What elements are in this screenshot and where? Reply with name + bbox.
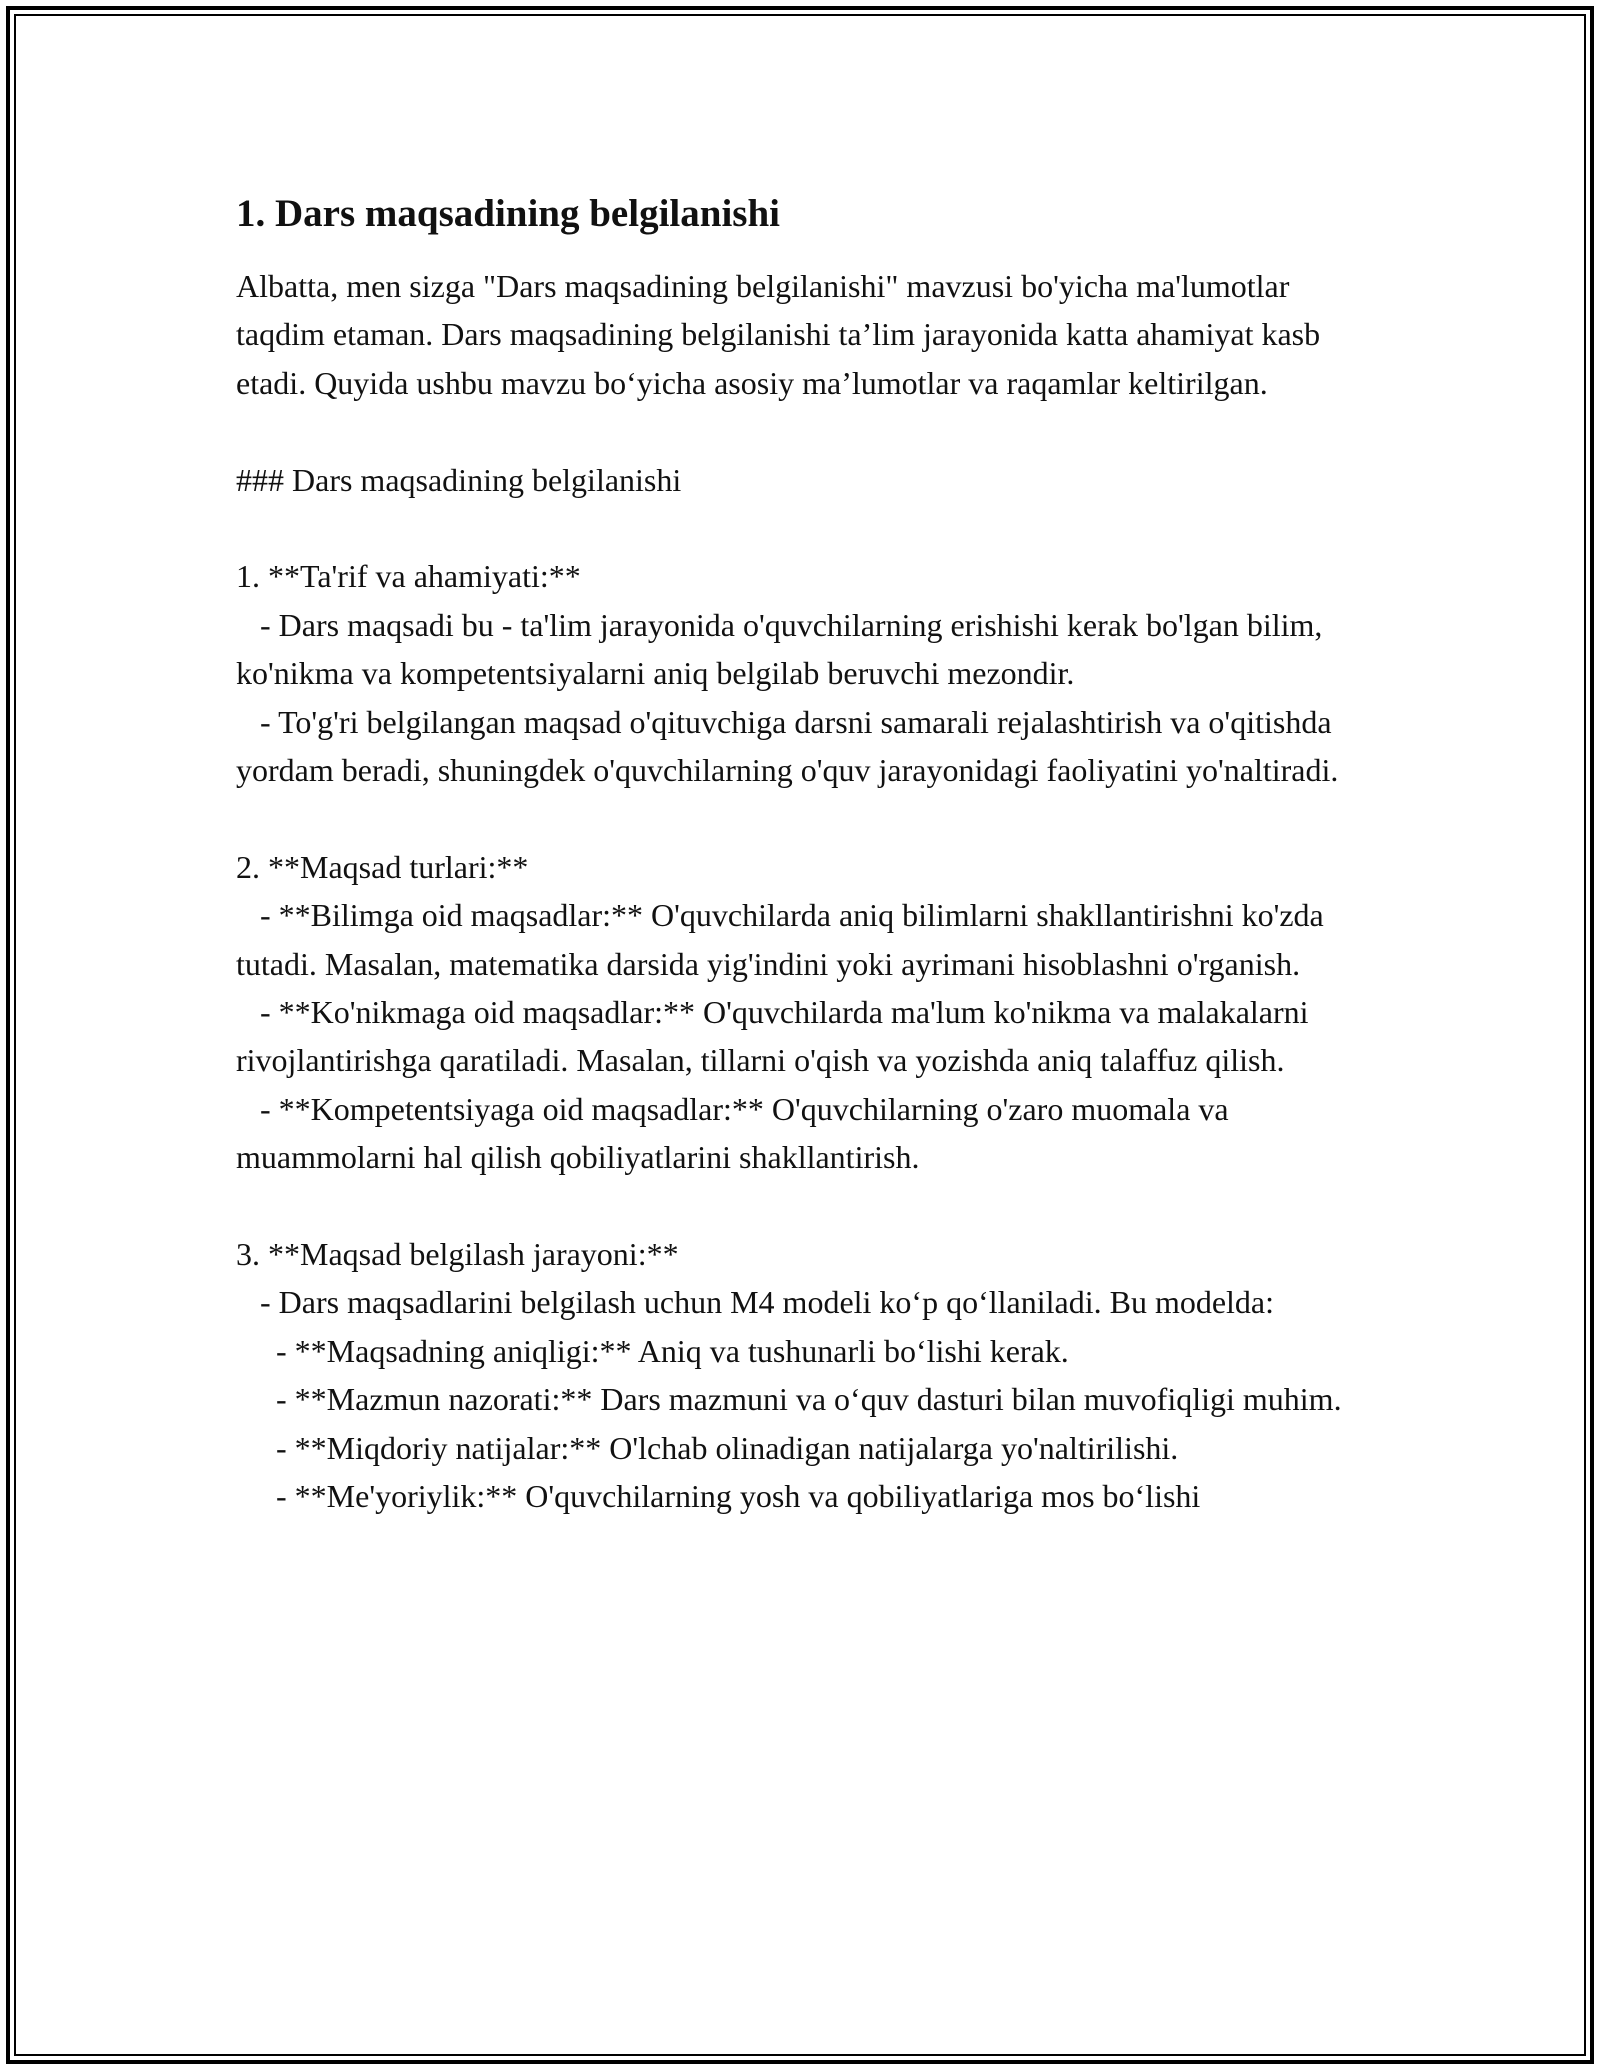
section-2-item: - **Ko'nikmaga oid maqsadlar:** O'quvchilarda ma'lum ko'nikma va malakalarni rivojlantirishga qaratiladi. Masalan, tillarni o'qish va yozishda aniq talaffuz qilish. (236, 994, 1317, 1079)
section-1-heading: 1. **Ta'rif va ahamiyati:** (236, 558, 581, 595)
section-3-subitem: - **Mazmun nazorati:** Dars mazmuni va o‘quv dasturi bilan muvofiqligi muhim. (236, 1381, 1342, 1418)
section-3-subitem: - **Me'yoriylik:** O'quvchilarning yosh va qobiliyatlariga mos bo‘lishi (236, 1478, 1201, 1515)
section-1-item: - To'g'ri belgilangan maqsad o'qituvchiga darsni samarali rejalashtirish va o'qitishda yordam beradi, shuningdek o'quvchilarning o'quv jarayonidagi faoliyatini yo'naltiradi. (236, 703, 1340, 789)
section-3-subitem: - **Maqsadning aniqligi:** Aniq va tushunarli bo‘lishi kerak. (236, 1332, 1069, 1369)
section-2-heading: 2. **Maqsad turlari:** (236, 848, 529, 885)
section-3-item: - Dars maqsadlarini belgilash uchun M4 modeli ko‘p qo‘llaniladi. Bu modelda: (236, 1284, 1275, 1321)
section-3-heading: 3. **Maqsad belgilash jarayoni:** (236, 1236, 679, 1273)
section-1-item: - Dars maqsadi bu - ta'lim jarayonida o'quvchilarning erishishi kerak bo'lgan bilim, ko'nikma va kompetentsiyalarni aniq belgilab beruvchi mezondir. (236, 606, 1331, 692)
section-3-subitem: - **Miqdoriy natijalar:** O'lchab olinadigan natijalarga yo'naltirilishi. (236, 1429, 1179, 1466)
section-2-item: - **Bilimga oid maqsadlar:** O'quvchilarda aniq bilimlarni shakllantirishni ko'zda tutadi. Masalan, matematika darsida yig'indini yoki ayrimani hisoblashni o'rganish. (236, 897, 1332, 982)
intro-paragraph: Albatta, men sizga "Dars maqsadining belgilanishi" mavzusi bo'yicha ma'lumotlar taqdim etaman. Dars maqsadining belgilanishi ta’lim jarayonida katta ahamiyat kasb etadi. Quyida ushbu mavzu bo‘yicha asosiy ma’lumotlar va raqamlar keltirilgan. (236, 268, 1329, 401)
document-title: 1. Dars maqsadining belgilanishi (236, 192, 780, 235)
subheading: ### Dars maqsadining belgilanishi (236, 461, 682, 498)
document-body (236, 188, 1386, 1521)
section-2-item: - **Kompetentsiyaga oid maqsadlar:** O'quvchilarning o'zaro muomala va muammolarni hal qilish qobiliyatlarini shakllantirish. (236, 1090, 1237, 1176)
